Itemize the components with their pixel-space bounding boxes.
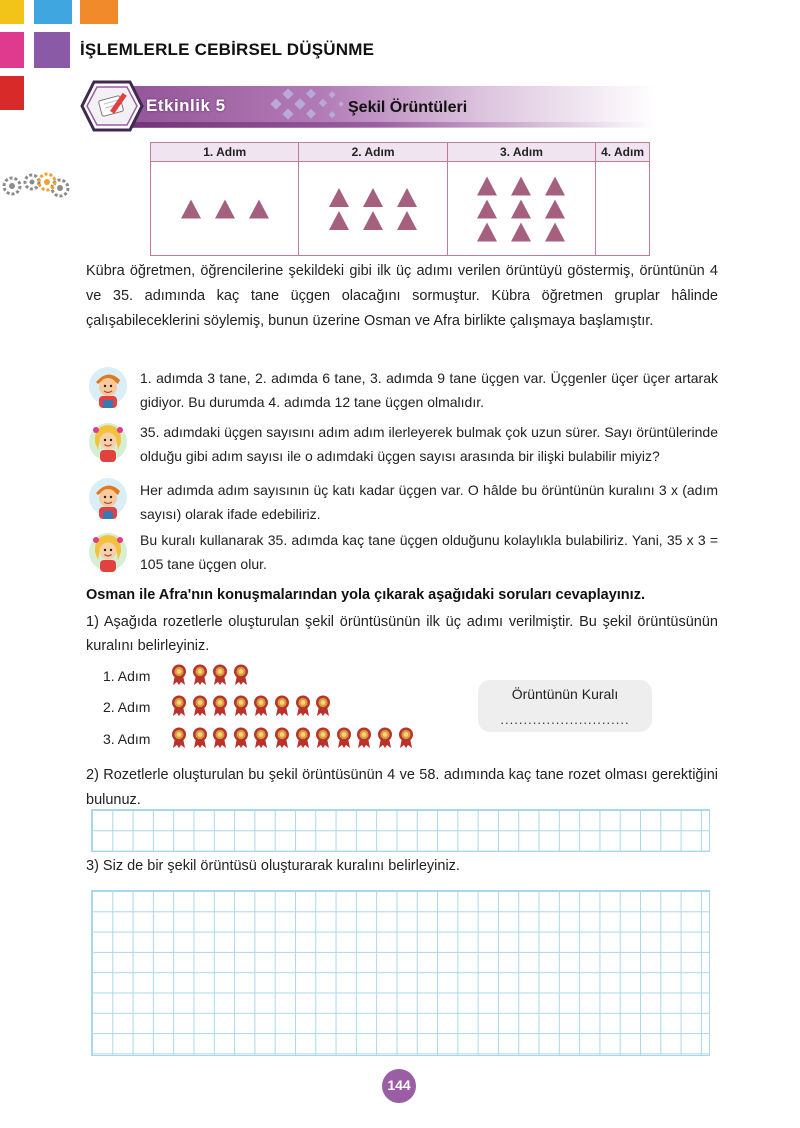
rosette-icon xyxy=(233,695,249,717)
rosette-icon xyxy=(192,727,208,749)
step-cell-4[interactable] xyxy=(596,162,650,256)
activity-label: Etkinlik 5 xyxy=(146,96,226,115)
girl-icon xyxy=(88,530,128,578)
intro-paragraph: Kübra öğretmen, öğrencilerine şekildeki gibi ilk üç adımı verilen örüntüyü göstermiş, örüntünün 4 ve 35. adımında kaç tane üçgen olacağını sormuştur. Kübra öğretmen gruplar hâlinde çalışabileceklerini söylemiş, bunun üzerine Osman ve Afra birlikte çalışmaya başlamıştır. xyxy=(86,263,718,329)
activity-title: Şekil Örüntüleri xyxy=(348,99,468,116)
triangle-icon xyxy=(477,176,497,195)
dialogue-line-3: Her adımda adım sayısının üç katı kadar üçgen var. O hâlde bu örüntünün kuralını 3 x (adım sayısı) olarak ifade edebiliriz. xyxy=(140,482,718,522)
dialogue-line-2: 35. adımdaki üçgen sayısını adım adım ilerleyerek bulmak çok uzun sürer. Sayı örüntülerinde olduğu gibi adım sayısı ile o adımdaki üçgen sayısı arasında bir ilişki bulabilir miyiz? xyxy=(140,424,718,464)
rosette-icon xyxy=(356,727,372,749)
rule-box-title: Örüntünün Kuralı xyxy=(511,686,619,702)
triangle-icon xyxy=(397,188,417,207)
rosette-icon xyxy=(233,664,249,686)
rosette-step-label-1: 1. Adım xyxy=(103,668,151,684)
triangle-icon xyxy=(363,211,383,230)
step-header-3: 3. Adım xyxy=(447,143,595,162)
triangle-icon xyxy=(545,222,565,241)
rosette-icon xyxy=(253,695,269,717)
triangle-group-step-2 xyxy=(313,169,433,249)
diamond-pattern-icon xyxy=(266,84,350,126)
dialogue-line-1: 1. adımda 3 tane, 2. adımda 6 tane, 3. adımda 9 tane üçgen var. Üçgenler üçer üçer artarak gidiyor. Bu durumda 4. adımda 12 tane üçgen olmalıdır. xyxy=(140,370,718,410)
triangle-icon xyxy=(329,211,349,230)
question-2: 2) Rozetlerle oluşturulan bu şekil örüntüsünün 4 ve 58. adımında kaç tane rozet olması gerektiğini bulunuz. xyxy=(86,767,718,808)
triangle-icon xyxy=(545,199,565,218)
triangle-icon xyxy=(511,176,531,195)
rosette-icon xyxy=(295,695,311,717)
corner-square-magenta xyxy=(0,32,24,68)
triangle-icon xyxy=(397,211,417,230)
step-header-1: 1. Adım xyxy=(151,143,299,162)
triangle-icon xyxy=(477,199,497,218)
triangle-icon xyxy=(249,199,269,218)
activity-banner-underline xyxy=(96,122,656,127)
triangle-icon xyxy=(511,222,531,241)
triangle-icon xyxy=(329,188,349,207)
corner-square-yellow xyxy=(0,0,24,24)
rosette-icon xyxy=(336,727,352,749)
rosette-row-2 xyxy=(171,695,336,722)
rosette-row-3 xyxy=(171,727,418,754)
triangle-icon xyxy=(545,176,565,195)
rosette-icon xyxy=(274,695,290,717)
activity-hexagon-icon xyxy=(80,80,144,132)
triangle-group-step-1 xyxy=(165,169,285,249)
step-header-2: 2. Adım xyxy=(299,143,447,162)
rosette-icon xyxy=(212,727,228,749)
instruction-text: Osman ile Afra'nın konuşmalarından yola çıkarak aşağıdaki soruları cevaplayınız. xyxy=(86,587,645,603)
rosette-row-1 xyxy=(171,664,253,691)
corner-square-red xyxy=(0,76,24,110)
boy-icon xyxy=(88,477,128,525)
rosette-icon xyxy=(315,695,331,717)
rosette-icon xyxy=(398,727,414,749)
rosette-icon xyxy=(171,664,187,686)
rosette-icon xyxy=(192,695,208,717)
triangle-icon xyxy=(363,188,383,207)
rosette-icon xyxy=(253,727,269,749)
triangle-icon xyxy=(215,199,235,218)
step-cell-3 xyxy=(447,162,595,256)
answer-grid-2[interactable] xyxy=(91,809,710,852)
triangle-group-step-3 xyxy=(461,169,581,249)
step-cell-2 xyxy=(299,162,447,256)
rosette-icon xyxy=(192,664,208,686)
rosette-step-label-3: 3. Adım xyxy=(103,731,151,747)
rosette-icon xyxy=(212,664,228,686)
triangle-icon xyxy=(181,199,201,218)
rosette-icon xyxy=(315,727,331,749)
gears-icon xyxy=(0,168,80,204)
answer-grid-3[interactable] xyxy=(91,890,710,1056)
rosette-icon xyxy=(233,727,249,749)
rule-box-blank[interactable]: ............................ xyxy=(500,712,630,727)
step-table xyxy=(150,142,650,256)
corner-square-blue xyxy=(34,0,72,24)
question-1: 1) Aşağıda rozetlerle oluşturulan şekil örüntüsünün ilk üç adımı verilmiştir. Bu şekil örüntüsünün kuralını belirleyiniz. xyxy=(86,614,718,654)
rosette-icon xyxy=(171,727,187,749)
question-3: 3) Siz de bir şekil örüntüsü oluşturarak kuralını belirleyiniz. xyxy=(86,858,460,874)
corner-square-orange xyxy=(80,0,118,24)
rosette-icon xyxy=(212,695,228,717)
page-number: 144 xyxy=(387,1077,411,1093)
step-header-4: 4. Adım xyxy=(596,143,650,162)
rosette-icon xyxy=(295,727,311,749)
boy-icon xyxy=(88,366,128,414)
triangle-icon xyxy=(477,222,497,241)
step-cell-1 xyxy=(151,162,299,256)
rosette-step-label-2: 2. Adım xyxy=(103,699,151,715)
triangle-icon xyxy=(511,199,531,218)
girl-icon xyxy=(88,420,128,468)
rosette-icon xyxy=(377,727,393,749)
corner-square-purple xyxy=(34,32,70,68)
rosette-icon xyxy=(171,695,187,717)
rosette-icon xyxy=(274,727,290,749)
unit-title: İŞLEMLERLE CEBİRSEL DÜŞÜNME xyxy=(80,40,375,59)
dialogue-line-4: Bu kuralı kullanarak 35. adımda kaç tane üçgen olduğunu kolaylıkla bulabiliriz. Yani, 35 x 3 = 105 tane üçgen olur. xyxy=(140,532,718,572)
